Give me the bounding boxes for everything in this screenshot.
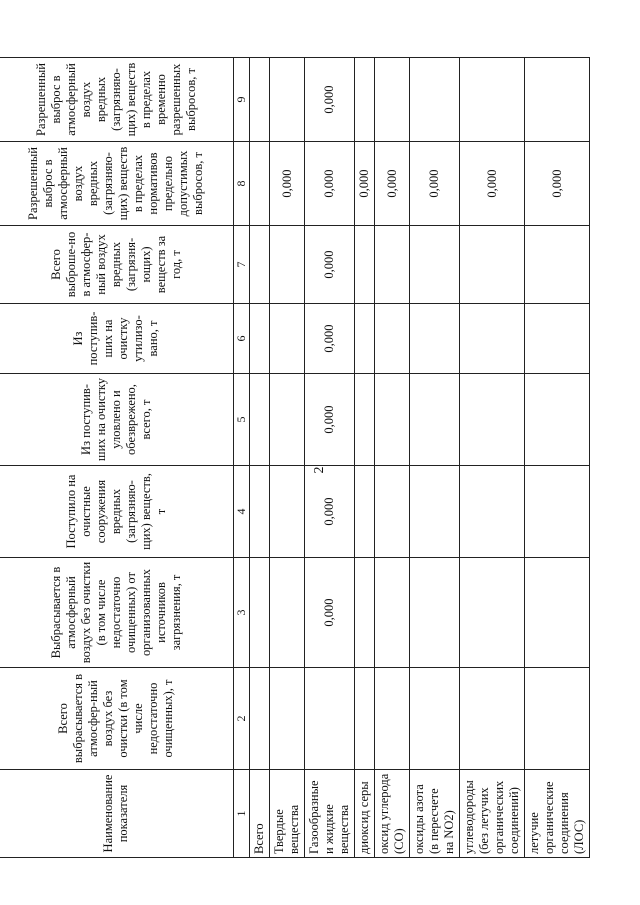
table-cell [355, 668, 375, 770]
table-cell: 0,000 [270, 142, 305, 226]
table-cell: 0,000 [460, 142, 525, 226]
table-cell: 0,000 [305, 142, 355, 226]
table-row [250, 58, 270, 858]
table-row [355, 58, 375, 858]
table-cell [410, 466, 460, 558]
column-number: 1 [234, 770, 250, 858]
row-name: летучие органические соединения (ЛОС) [525, 770, 590, 858]
table-row [525, 58, 590, 858]
table-cell [460, 304, 525, 374]
table-cell [250, 558, 270, 668]
table-cell [305, 668, 355, 770]
table-cell [410, 668, 460, 770]
header-cell: Поступило на очистные сооружения вредных (загрязняю-щих) веществ, т [0, 466, 234, 558]
table-row [305, 58, 355, 858]
table-cell [410, 304, 460, 374]
column-number: 7 [234, 226, 250, 304]
table-cell [270, 558, 305, 668]
column-number: 8 [234, 142, 250, 226]
table-cell: 0,000 [305, 466, 355, 558]
table-cell: 0,000 [525, 142, 590, 226]
table-cell [525, 466, 590, 558]
table-cell [525, 558, 590, 668]
column-number: 3 [234, 558, 250, 668]
header-cell: Наименование показателя [0, 770, 234, 858]
header-row [0, 58, 234, 858]
table-cell [525, 374, 590, 466]
table-cell [460, 58, 525, 142]
table-cell [250, 226, 270, 304]
table-cell [270, 668, 305, 770]
table-cell [250, 374, 270, 466]
table-cell [460, 226, 525, 304]
row-name: углеводороды (без летучих органических соединений) [460, 770, 525, 858]
row-name: оксид углерода (CO) [375, 770, 410, 858]
table-cell [525, 668, 590, 770]
table-cell [270, 58, 305, 142]
table-cell: 0,000 [305, 58, 355, 142]
table-cell: 0,000 [355, 142, 375, 226]
header-cell: Разрешенный выброс в атмосферный воздух вредных (загрязняю-щих) веществ в пределах временно разрешенных выбросов, т [0, 58, 234, 142]
column-number: 9 [234, 58, 250, 142]
table-row [270, 58, 305, 858]
column-number-row [234, 58, 250, 858]
row-name: Газообразные и жидкие вещества [305, 770, 355, 858]
table-cell [355, 374, 375, 466]
table-row [460, 58, 525, 858]
table-cell: 0,000 [305, 558, 355, 668]
table-cell [355, 58, 375, 142]
row-name: Всего [250, 770, 270, 858]
table-cell [525, 226, 590, 304]
table-cell [460, 374, 525, 466]
header-cell: Разрешенный выброс в атмосферный воздух вредных (загрязняю-щих) веществ в пределах нормативов предельно допустимых выбросов, т [0, 142, 234, 226]
table-row [375, 58, 410, 858]
table-cell: 0,000 [305, 374, 355, 466]
table-cell [410, 58, 460, 142]
table-cell [250, 304, 270, 374]
table-cell [410, 558, 460, 668]
column-number: 6 [234, 304, 250, 374]
column-number: 4 [234, 466, 250, 558]
table-cell: 0,000 [305, 226, 355, 304]
emissions-table [0, 57, 590, 858]
table-cell [355, 304, 375, 374]
table-cell [525, 58, 590, 142]
header-cell: Из поступив-ших на очистку утилизо-вано, т [0, 304, 234, 374]
table-cell [375, 226, 410, 304]
column-number: 5 [234, 374, 250, 466]
table-cell [460, 668, 525, 770]
row-name: диоксид серы [355, 770, 375, 858]
table-cell [460, 558, 525, 668]
column-number: 2 [234, 668, 250, 770]
table-cell [410, 226, 460, 304]
table-cell [375, 58, 410, 142]
table-cell [375, 374, 410, 466]
table-cell [460, 466, 525, 558]
table-cell [375, 668, 410, 770]
table-cell [355, 558, 375, 668]
table-cell [270, 304, 305, 374]
row-name: Твердые вещества [270, 770, 305, 858]
table-cell [375, 304, 410, 374]
table-cell: 0,000 [410, 142, 460, 226]
table-cell [355, 226, 375, 304]
header-cell: Всего выброше-но в атмосфер-ный воздух вредных (загрязня-ющих) веществ за год, т [0, 226, 234, 304]
table-cell [525, 304, 590, 374]
table-cell [270, 226, 305, 304]
table-cell [355, 466, 375, 558]
row-name: оксиды азота (в пересчете на NO2) [410, 770, 460, 858]
table-cell [250, 142, 270, 226]
table-row [410, 58, 460, 858]
table-cell [250, 466, 270, 558]
page-number: 2 [312, 466, 327, 474]
table-cell [250, 668, 270, 770]
table-cell [250, 58, 270, 142]
table-cell: 0,000 [305, 304, 355, 374]
header-cell: Из поступив-ших на очистку уловлено и обезврежено, всего, т [0, 374, 234, 466]
header-cell: Всего выбрасывается в атмосфер-ный воздух без очистки (в том числе недостаточно очищенных), т [0, 668, 234, 770]
table-cell [375, 558, 410, 668]
table-cell [270, 466, 305, 558]
rotated-page-content [0, 12, 586, 876]
table-cell [270, 374, 305, 466]
table-cell [410, 374, 460, 466]
table-cell [375, 466, 410, 558]
table-cell: 0,000 [375, 142, 410, 226]
header-cell: Выбрасывается в атмосферный воздух без очистки (в том числе недостаточно очищенных) от организованных источников загрязнения, т [0, 558, 234, 668]
